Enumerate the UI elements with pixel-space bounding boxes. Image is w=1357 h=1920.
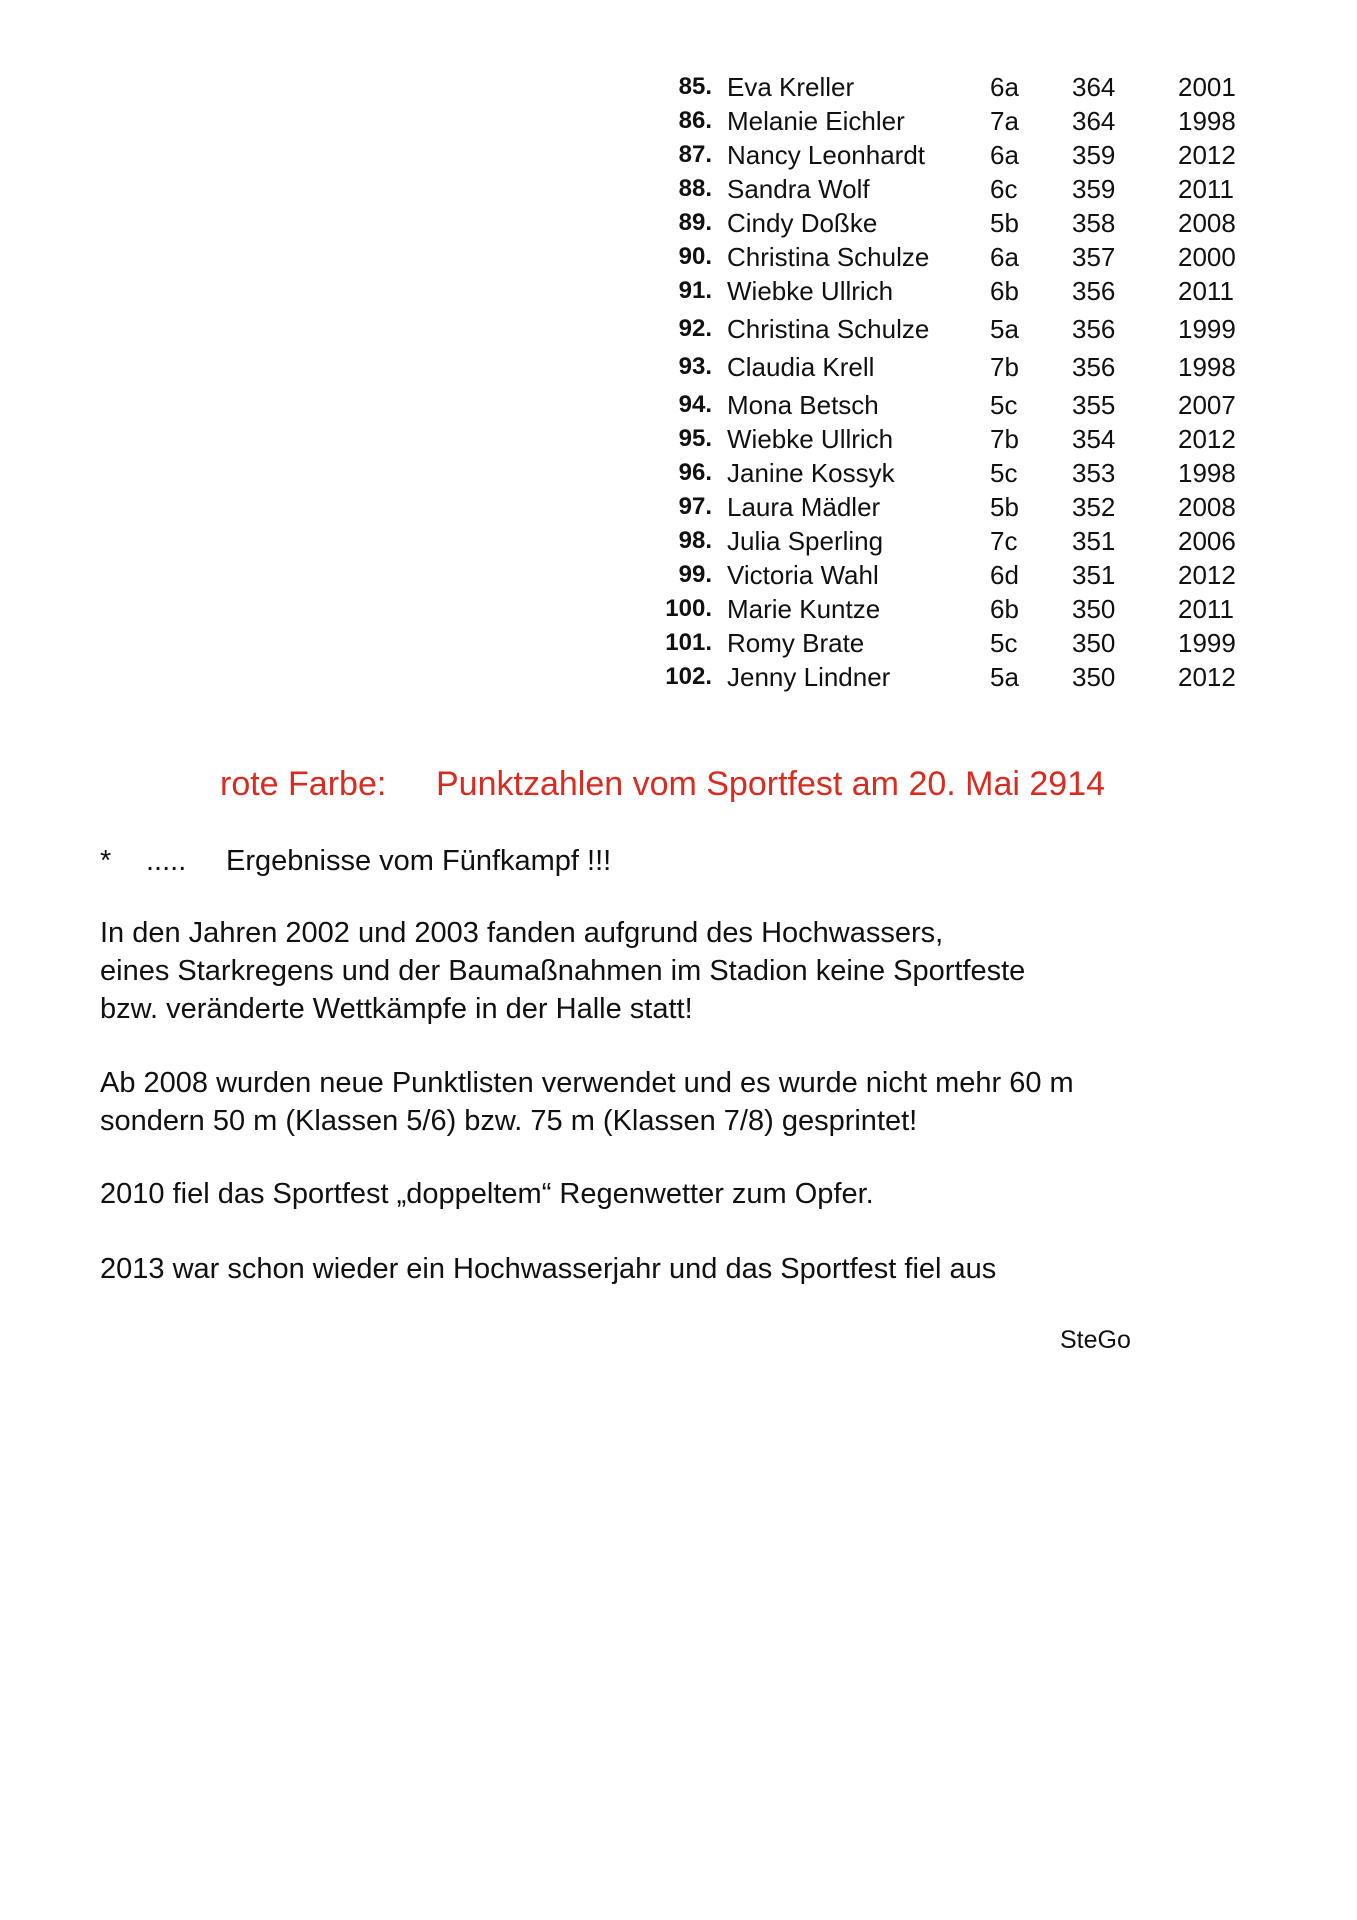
points-cell: 350 bbox=[1072, 662, 1116, 692]
rank-cell: 98. bbox=[678, 527, 712, 554]
name-cell: Melanie Eichler bbox=[727, 106, 905, 136]
name-cell: Christina Schulze bbox=[727, 314, 930, 344]
table-row bbox=[660, 660, 1260, 694]
rank-cell: 95. bbox=[678, 425, 712, 452]
name-cell: Wiebke Ullrich bbox=[727, 424, 894, 454]
table-row bbox=[660, 104, 1260, 138]
table-row bbox=[660, 274, 1260, 312]
year-cell: 2008 bbox=[1178, 208, 1236, 238]
points-cell: 351 bbox=[1072, 560, 1116, 590]
rank-cell: 92. bbox=[678, 315, 712, 342]
note-line: 2013 war schon wieder ein Hochwasserjahr und das Sportfest fiel aus bbox=[100, 1253, 997, 1285]
note-line: sondern 50 m (Klassen 5/6) bzw. 75 m (Klassen 7/8) gesprintet! bbox=[100, 1105, 918, 1137]
rank-cell: 86. bbox=[678, 107, 712, 134]
class-cell: 6d bbox=[990, 560, 1019, 590]
name-cell: Eva Kreller bbox=[727, 72, 855, 102]
table-row bbox=[660, 490, 1260, 524]
year-cell: 2011 bbox=[1178, 276, 1234, 306]
class-cell: 5c bbox=[990, 458, 1018, 488]
note-paragraph-flood bbox=[100, 914, 1250, 1028]
rank-cell: 90. bbox=[678, 243, 712, 270]
class-cell: 6a bbox=[990, 72, 1019, 102]
table-row bbox=[660, 558, 1260, 592]
class-cell: 5c bbox=[990, 390, 1018, 420]
year-cell: 2001 bbox=[1178, 72, 1236, 102]
footnote-dots: ..... bbox=[146, 845, 187, 877]
rank-cell: 94. bbox=[678, 391, 712, 418]
points-cell: 358 bbox=[1072, 208, 1116, 238]
rank-cell: 99. bbox=[678, 561, 712, 588]
points-cell: 350 bbox=[1072, 594, 1116, 624]
class-cell: 5b bbox=[990, 492, 1019, 522]
year-cell: 2012 bbox=[1178, 424, 1236, 454]
year-cell: 2012 bbox=[1178, 662, 1236, 692]
year-cell: 2006 bbox=[1178, 526, 1236, 556]
class-cell: 7c bbox=[990, 526, 1018, 556]
points-cell: 351 bbox=[1072, 526, 1116, 556]
points-cell: 359 bbox=[1072, 174, 1116, 204]
table-row bbox=[660, 388, 1260, 422]
table-row bbox=[660, 138, 1260, 172]
name-cell: Jenny Lindner bbox=[727, 662, 891, 692]
points-cell: 355 bbox=[1072, 390, 1116, 420]
name-cell: Janine Kossyk bbox=[727, 458, 895, 488]
footnote-text: Ergebnisse vom Fünfkampf !!! bbox=[226, 845, 612, 877]
ranking-table bbox=[660, 70, 1260, 694]
points-cell: 356 bbox=[1072, 276, 1116, 306]
points-cell: 356 bbox=[1072, 352, 1116, 382]
rank-cell: 87. bbox=[678, 141, 712, 168]
table-row bbox=[660, 172, 1260, 206]
note-line: 2010 fiel das Sportfest „doppeltem“ Regenwetter zum Opfer. bbox=[100, 1178, 874, 1210]
points-cell: 359 bbox=[1072, 140, 1116, 170]
points-cell: 357 bbox=[1072, 242, 1116, 272]
name-cell: Claudia Krell bbox=[727, 352, 875, 382]
class-cell: 5c bbox=[990, 628, 1018, 658]
name-cell: Wiebke Ullrich bbox=[727, 276, 894, 306]
year-cell: 1998 bbox=[1178, 352, 1236, 382]
name-cell: Laura Mädler bbox=[727, 492, 881, 522]
name-cell: Romy Brate bbox=[727, 628, 865, 658]
table-row bbox=[660, 626, 1260, 660]
name-cell: Mona Betsch bbox=[727, 390, 879, 420]
points-cell: 364 bbox=[1072, 106, 1116, 136]
table-row bbox=[660, 206, 1260, 240]
table-row bbox=[660, 422, 1260, 456]
rank-cell: 89. bbox=[678, 209, 712, 236]
table-row bbox=[660, 456, 1260, 490]
name-cell: Christina Schulze bbox=[727, 242, 930, 272]
class-cell: 6c bbox=[990, 174, 1018, 204]
points-cell: 364 bbox=[1072, 72, 1116, 102]
year-cell: 2007 bbox=[1178, 390, 1236, 420]
table-row bbox=[660, 350, 1260, 388]
note-line: bzw. veränderte Wettkämpfe in der Halle statt! bbox=[100, 993, 693, 1025]
note-line: Ab 2008 wurden neue Punktlisten verwendet und es wurde nicht mehr 60 m bbox=[100, 1067, 1074, 1099]
year-cell: 2012 bbox=[1178, 140, 1236, 170]
points-cell: 353 bbox=[1072, 458, 1116, 488]
table-row bbox=[660, 70, 1260, 104]
year-cell: 2011 bbox=[1178, 174, 1234, 204]
points-cell: 352 bbox=[1072, 492, 1116, 522]
class-cell: 5b bbox=[990, 208, 1019, 238]
rank-cell: 100. bbox=[665, 595, 712, 622]
legend-key: rote Farbe: bbox=[220, 765, 387, 803]
year-cell: 2011 bbox=[1178, 594, 1234, 624]
year-cell: 1998 bbox=[1178, 106, 1236, 136]
rank-cell: 102. bbox=[665, 663, 712, 690]
table-row bbox=[660, 592, 1260, 626]
name-cell: Nancy Leonhardt bbox=[727, 140, 926, 170]
points-cell: 354 bbox=[1072, 424, 1116, 454]
points-cell: 350 bbox=[1072, 628, 1116, 658]
rank-cell: 91. bbox=[678, 277, 712, 304]
note-paragraph-2013 bbox=[100, 1250, 1250, 1288]
table-row bbox=[660, 312, 1260, 350]
class-cell: 7a bbox=[990, 106, 1019, 136]
table-row bbox=[660, 524, 1260, 558]
points-cell: 356 bbox=[1072, 314, 1116, 344]
year-cell: 1999 bbox=[1178, 314, 1236, 344]
color-legend bbox=[0, 762, 1357, 806]
rank-cell: 101. bbox=[665, 629, 712, 656]
note-line: eines Starkregens und der Baumaßnahmen im Stadion keine Sportfeste bbox=[100, 955, 1026, 987]
year-cell: 2012 bbox=[1178, 560, 1236, 590]
table-row bbox=[660, 240, 1260, 274]
rank-cell: 93. bbox=[678, 353, 712, 380]
name-cell: Victoria Wahl bbox=[727, 560, 879, 590]
name-cell: Sandra Wolf bbox=[727, 174, 870, 204]
legend-value: Punktzahlen vom Sportfest am 20. Mai 2914 bbox=[436, 765, 1106, 803]
class-cell: 5a bbox=[990, 662, 1019, 692]
year-cell: 1999 bbox=[1178, 628, 1236, 658]
name-cell: Marie Kuntze bbox=[727, 594, 881, 624]
class-cell: 5a bbox=[990, 314, 1019, 344]
year-cell: 2008 bbox=[1178, 492, 1236, 522]
class-cell: 6a bbox=[990, 242, 1019, 272]
rank-cell: 88. bbox=[678, 175, 712, 202]
class-cell: 6a bbox=[990, 140, 1019, 170]
class-cell: 6b bbox=[990, 276, 1019, 306]
note-paragraph-2010 bbox=[100, 1175, 1250, 1213]
class-cell: 6b bbox=[990, 594, 1019, 624]
rank-cell: 97. bbox=[678, 493, 712, 520]
footnote-marker: * bbox=[100, 845, 112, 877]
author-signature: SteGo bbox=[1060, 1326, 1131, 1354]
note-line: In den Jahren 2002 und 2003 fanden aufgrund des Hochwassers, bbox=[100, 917, 944, 949]
year-cell: 1998 bbox=[1178, 458, 1236, 488]
note-paragraph-points bbox=[100, 1064, 1250, 1140]
name-cell: Cindy Doßke bbox=[727, 208, 878, 238]
year-cell: 2000 bbox=[1178, 242, 1236, 272]
name-cell: Julia Sperling bbox=[727, 526, 884, 556]
rank-cell: 85. bbox=[678, 73, 712, 100]
class-cell: 7b bbox=[990, 352, 1019, 382]
rank-cell: 96. bbox=[678, 459, 712, 486]
class-cell: 7b bbox=[990, 424, 1019, 454]
